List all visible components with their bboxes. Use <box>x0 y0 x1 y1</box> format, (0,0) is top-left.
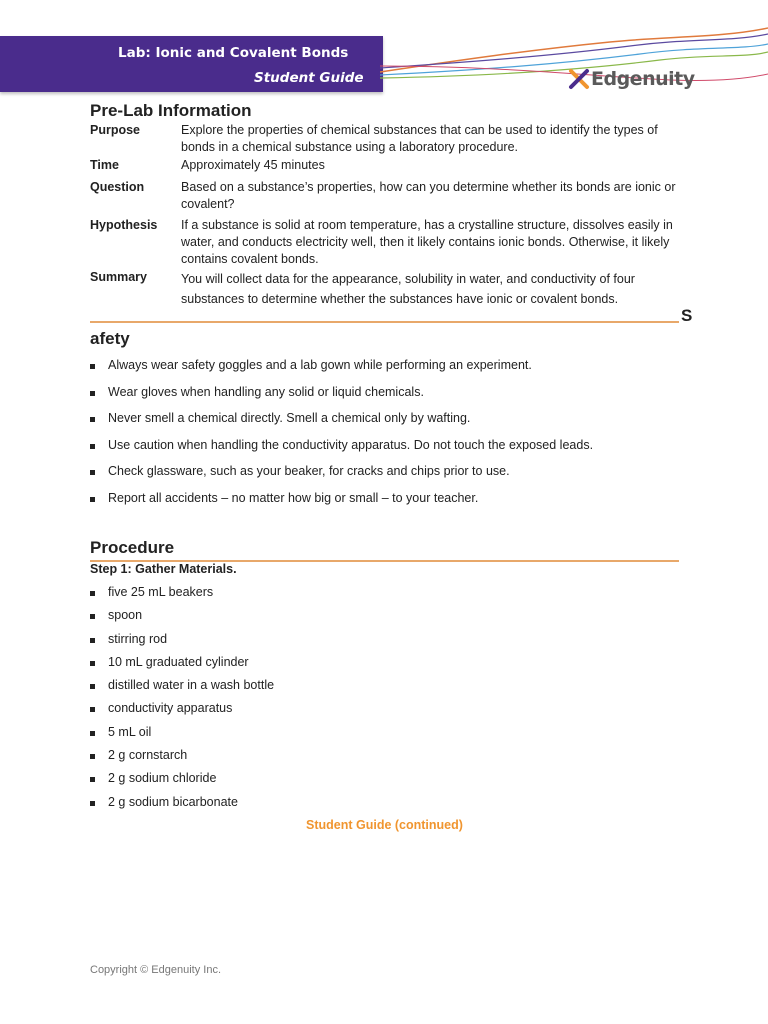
bullet-icon <box>90 417 95 422</box>
safety-heading-fragment: S <box>681 306 693 325</box>
guide-subtitle: Student Guide <box>254 70 364 86</box>
lab-title: Lab: Ionic and Covalent Bonds <box>118 45 349 61</box>
bullet-icon <box>90 444 95 449</box>
material-item: stirring rod <box>90 632 274 655</box>
purpose-text: Explore the properties of chemical substances that can be used to identify the types of bonds in a chemical substance using a laboratory procedure. <box>181 123 658 154</box>
safety-item: Check glassware, such as your beaker, for cracks and chips prior to use. <box>90 464 593 491</box>
header-banner <box>0 36 383 92</box>
bullet-icon <box>90 707 95 712</box>
material-item: 2 g sodium chloride <box>90 771 274 794</box>
material-item: 10 mL graduated cylinder <box>90 655 274 678</box>
summary-text: You will collect data for the appearance, solubility in water, and conductivity of four substances to determine whether the substances have ionic or covalent bonds. <box>181 272 635 306</box>
bullet-icon <box>90 364 95 369</box>
time-label: Time <box>90 158 119 172</box>
safety-rule <box>90 321 679 323</box>
prelab-heading: Pre-Lab Information <box>90 101 252 120</box>
bullet-icon <box>90 801 95 806</box>
bullet-icon <box>90 731 95 736</box>
x-logo-icon <box>568 68 590 90</box>
edgenuity-logo <box>568 64 695 94</box>
material-item: spoon <box>90 608 274 631</box>
step-1-heading: Step 1: Gather Materials. <box>90 562 237 576</box>
bullet-icon <box>90 754 95 759</box>
question-text: Based on a substance’s properties, how can you determine whether its bonds are ionic or covalent? <box>181 180 676 211</box>
material-item: conductivity apparatus <box>90 701 274 724</box>
procedure-heading: Procedure <box>90 538 175 557</box>
material-item: 2 g cornstarch <box>90 748 274 771</box>
summary-label: Summary <box>90 270 147 284</box>
material-item: 2 g sodium bicarbonate <box>90 795 274 818</box>
bullet-icon <box>90 638 95 643</box>
safety-item: Always wear safety goggles and a lab gown while performing an experiment. <box>90 358 593 385</box>
bullet-icon <box>90 497 95 502</box>
bullet-icon <box>90 591 95 596</box>
safety-item: Never smell a chemical directly. Smell a chemical only by wafting. <box>90 411 593 438</box>
hypothesis-text: If a substance is solid at room temperature, has a crystalline structure, dissolves easily in water, and conducts electricity well, then it likely contains ionic bonds. Otherwise, it likely contains covalent bonds. <box>181 218 673 266</box>
bullet-icon <box>90 614 95 619</box>
material-item: five 25 mL beakers <box>90 585 274 608</box>
question-label: Question <box>90 180 145 194</box>
safety-item: Report all accidents – no matter how big or small – to your teacher. <box>90 491 593 518</box>
continued-label: Student Guide (continued) <box>306 818 463 832</box>
bullet-icon <box>90 470 95 475</box>
copyright-text: Copyright © Edgenuity Inc. <box>90 964 222 976</box>
time-text: Approximately 45 minutes <box>181 158 325 172</box>
safety-item: Use caution when handling the conductivity apparatus. Do not touch the exposed leads. <box>90 438 593 465</box>
bullet-icon <box>90 777 95 782</box>
safety-list <box>90 358 593 517</box>
material-item: 5 mL oil <box>90 725 274 748</box>
materials-list <box>90 585 274 818</box>
safety-heading: afety <box>90 329 130 348</box>
logo-text: Edgenuity <box>591 68 695 90</box>
bullet-icon <box>90 391 95 396</box>
bullet-icon <box>90 661 95 666</box>
safety-item: Wear gloves when handling any solid or liquid chemicals. <box>90 385 593 412</box>
purpose-label: Purpose <box>90 123 141 137</box>
material-item: distilled water in a wash bottle <box>90 678 274 701</box>
bullet-icon <box>90 684 95 689</box>
hypothesis-label: Hypothesis <box>90 218 158 232</box>
